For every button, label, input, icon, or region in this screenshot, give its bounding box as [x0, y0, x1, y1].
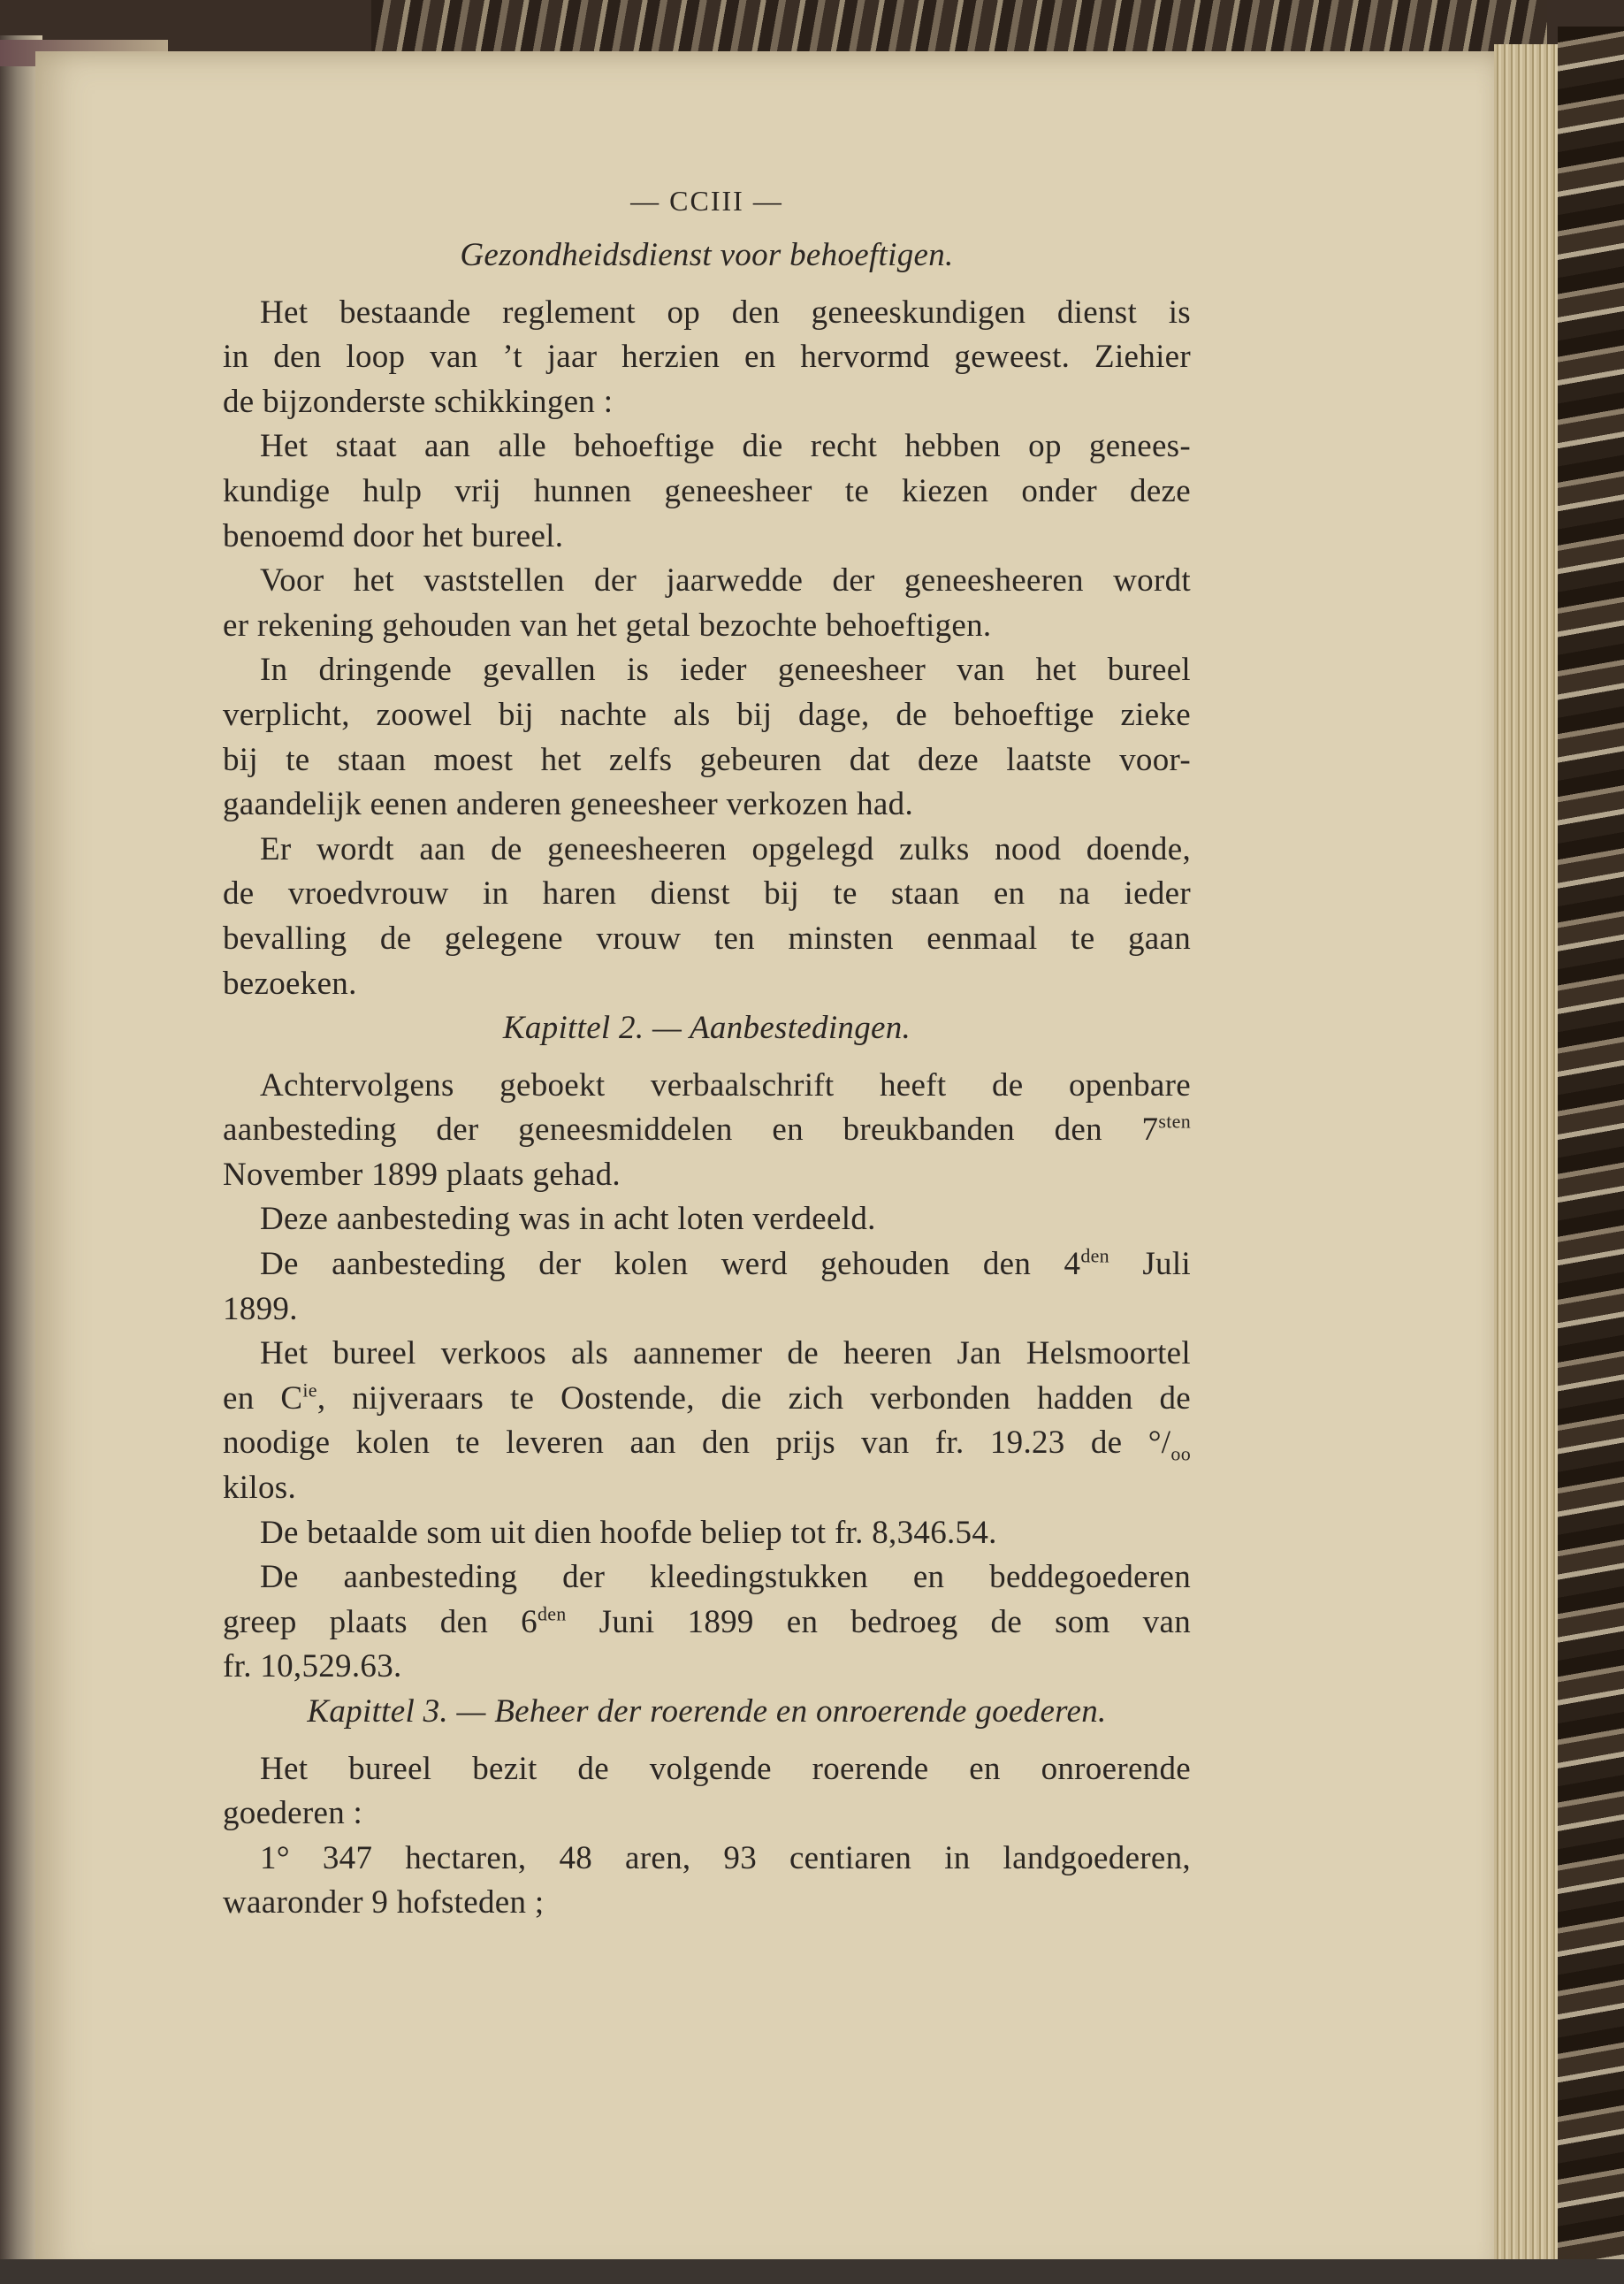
line-text: greep plaats den 6 — [223, 1603, 538, 1640]
page-leaves-edge — [1494, 44, 1565, 2284]
line-text: noodige kolen te leveren aan den prijs van fr. 19.23 de °/ — [223, 1425, 1171, 1462]
paragraph-line: Het staat aan alle behoeftige die recht hebben op genees- — [260, 428, 1191, 465]
paragraph-line: Het bureel bezit de volgende roerende en onroerende — [260, 1750, 1191, 1787]
paragraph-line: De betaalde som uit dien hoofde beliep tot fr. 8,346.54. — [260, 1514, 997, 1551]
running-head: — CCIII — — [630, 185, 783, 217]
paragraph-line — [223, 1377, 1191, 1422]
line-text: aanbesteding der geneesmiddelen en breukbanden den 7 — [223, 1111, 1159, 1149]
paragraph-line: waaronder 9 hofsteden ; — [223, 1884, 545, 1921]
paragraph-line: November 1899 plaats gehad. — [223, 1156, 621, 1193]
paragraph-line: bezoeken. — [223, 965, 357, 1002]
line-text: De aanbesteding der kolen werd gehouden den 4 — [260, 1246, 1081, 1283]
bottom-shadow — [0, 2259, 1624, 2284]
superscript: den — [1080, 1244, 1109, 1267]
paragraph-line: Er wordt aan de geneesheeren opgelegd zulks nood doende, — [260, 830, 1191, 867]
paragraph-line — [223, 1242, 1191, 1287]
superscript: den — [537, 1602, 567, 1625]
paragraph-line: kilos. — [223, 1470, 297, 1507]
paragraph-line: Deze aanbesteding was in acht loten verdeeld. — [260, 1201, 876, 1238]
line-text: Juni 1899 en bedroeg de som van — [566, 1603, 1191, 1640]
section-heading-gezondheidsdienst: Gezondheidsdienst voor behoeftigen. — [460, 237, 954, 273]
paragraph-line: gaandelijk eenen anderen geneesheer verkozen had. — [223, 786, 914, 823]
line-text: , nijveraars te Oostende, die zich verbonden hadden de — [316, 1379, 1191, 1417]
paragraph-line: Achtervolgens geboekt verbaalschrift heeft de openbare — [260, 1066, 1191, 1104]
paragraph-line: bij te staan moest het zelfs gebeuren dat deze laatste voor- — [223, 741, 1191, 778]
paragraph-line: verplicht, zoowel bij nachte als bij dage, de behoeftige zieke — [223, 696, 1191, 733]
paragraph-line: 1° 347 hectaren, 48 aren, 93 centiaren in landgoederen, — [260, 1839, 1191, 1876]
paragraph-line: fr. 10,529.63. — [223, 1648, 402, 1685]
paragraph-line: Voor het vaststellen der jaarwedde der geneesheeren wordt — [260, 562, 1191, 600]
paragraph-line: er rekening gehouden van het getal bezochte behoeftigen. — [223, 607, 992, 644]
superscript: ie — [302, 1379, 317, 1402]
paragraph-line: benoemd door het bureel. — [223, 517, 564, 554]
paragraph-line: 1899. — [223, 1290, 298, 1327]
paragraph-line: goederen : — [223, 1795, 363, 1832]
paragraph-line: Het bestaande reglement op den geneeskundigen dienst is — [260, 294, 1191, 331]
paragraph-line: Het bureel verkoos als aannemer de heeren Jan Helsmoortel — [260, 1335, 1191, 1372]
paragraph-line: In dringende gevallen is ieder geneesheer van het bureel — [260, 652, 1191, 689]
paragraph-line: bevalling de gelegene vrouw ten minsten eenmaal te gaan — [223, 920, 1191, 957]
paragraph-line — [223, 1421, 1191, 1466]
section-heading-kapittel-2: Kapittel 2. — Aanbestedingen. — [502, 1010, 911, 1047]
page-text — [223, 168, 1191, 1926]
paragraph-line: De aanbesteding der kleedingstukken en beddegoederen — [260, 1559, 1191, 1596]
line-text: en C — [223, 1379, 303, 1417]
paragraph-line — [223, 1108, 1191, 1153]
paragraph-line: in den loop van ’t jaar herzien en hervormd geweest. Ziehier — [223, 339, 1191, 376]
superscript: sten — [1158, 1110, 1191, 1133]
line-text: Juli — [1109, 1246, 1191, 1283]
paragraph-line: kundige hulp vrij hunnen geneesheer te kiezen onder deze — [223, 472, 1191, 509]
paragraph-line: de bijzonderste schikkingen : — [223, 383, 614, 420]
section-heading-kapittel-3: Kapittel 3. — Beheer der roerende en onroerende goederen. — [307, 1693, 1107, 1730]
marbled-book-edge — [1558, 27, 1624, 2284]
paragraph-line: de vroedvrouw in haren dienst bij te staan en na ieder — [223, 875, 1191, 913]
paragraph-line — [223, 1600, 1191, 1646]
subscript: oo — [1170, 1442, 1191, 1465]
